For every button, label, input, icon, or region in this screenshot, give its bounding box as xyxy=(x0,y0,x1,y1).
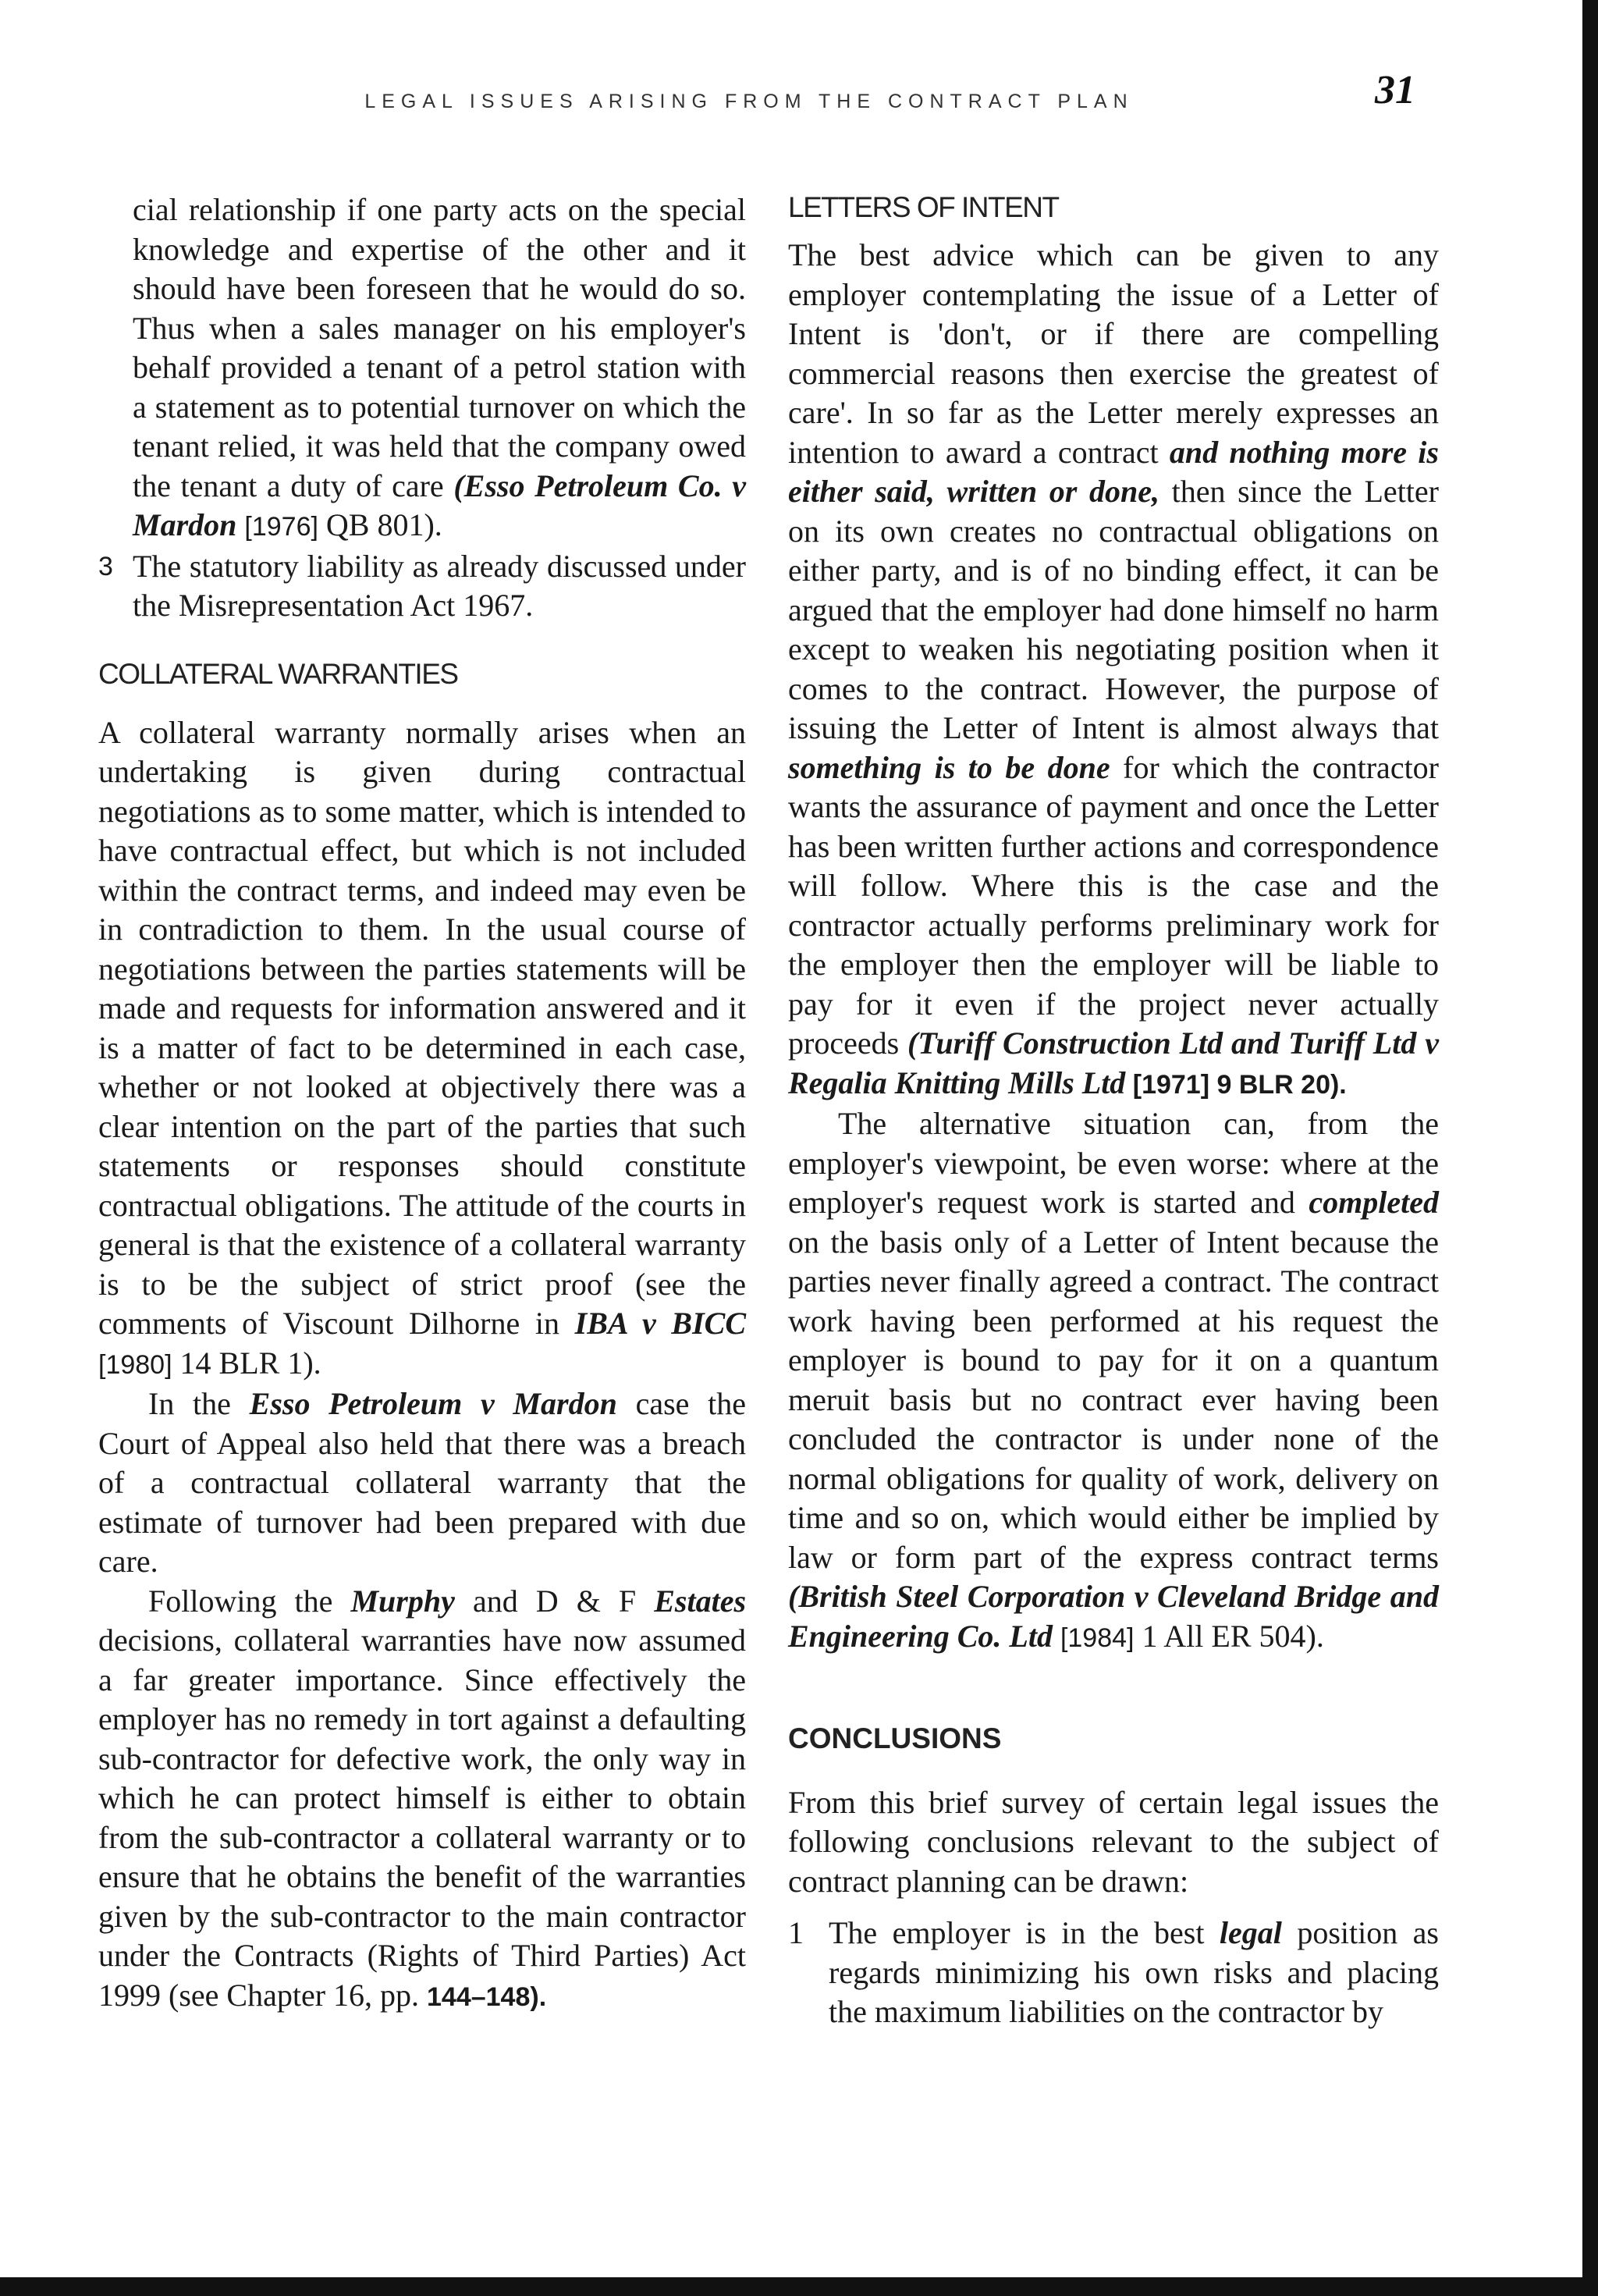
case-citation: IBA v BICC xyxy=(574,1306,747,1342)
list-item-1: 1 The employer is in the best legal position as regards minimizing his own risks and placing the maximum liabilities on the contractor by xyxy=(788,1915,1439,2030)
paragraph-esso-appeal: In the Esso Petroleum v Mardon case the Court of Appeal also held that there was a breach of a contractual collateral warranty that the estimate of turnover had been prepared with due care. xyxy=(98,1386,747,1580)
paragraph-alternative-situation: The alternative situation can, from the employer's viewpoint, be even worse: where at the employer's request work is started and completed on the basis only of a Letter of Intent because the parties never finally agreed a contract. The contract work having been performed at his request the employer is bound to pay for it on a quantum meruit basis but no contract ever having been concluded the contractor is under none of the normal obligations for quality of work, delivery on time and so on, which would either be implied by law or form part of the express contract terms (British Steel Corporation v Cleveland Bridge and Engineering Co. Ltd [1984] 1 All ER 504). xyxy=(788,1106,1439,1654)
paragraph-murphy-estates: Following the Murphy and D & F Estates decisions, collateral warranties have now assumed a far greater importance. Since effectively the employer has no remedy in tort against a defaulting sub-contractor for defective work, the only way in which he can protect himself is either to obtain from the sub-contractor a collateral warranty or to ensure that he obtains the benefit of the warranties given by the sub-contractor to the main contractor under the Contracts (Rights of Third Parties) Act 1999 (see Chapter 16, pp. 144–148). xyxy=(98,1583,747,2013)
list-number: 3 xyxy=(98,551,113,581)
paragraph-letters-advice: The best advice which can be given to any employer contemplating the issue of a Letter of Intent is 'don't, or if there are compelling commercial reasons then exercise the greatest of care'. In so far as the Letter merely expresses an intention to award a contract and nothing more is either said, written or done, then since the Letter on its own creates no contractual obligations on either party, and is of no binding effect, it can be argued that the employer had done himself no harm except to weaken his negotiating position when it comes to the contract. However, the purpose of issuing the Letter of Intent is almost always that something is to be done for which the contractor wants the assurance of payment and once the Letter has been written further actions and correspondence will follow. Where this is the case and the contractor actually performs preliminary work for the employer then the employer will be liable to pay for it even if the project never actually proceeds (Turiff Construction Ltd and Turiff Ltd v Regalia Knitting Mills Ltd [1971] 9 BLR 20). xyxy=(788,237,1439,1100)
case-name-estates: Estates xyxy=(654,1583,747,1619)
right-column xyxy=(788,190,1439,2032)
emphasis-text: legal xyxy=(1219,1915,1282,1951)
heading-letters-of-intent: LETTERS OF INTENT xyxy=(788,191,1059,223)
running-head: LEGAL ISSUES ARISING FROM THE CONTRACT PLAN xyxy=(364,91,1134,112)
paragraph-collateral-definition: A collateral warranty normally arises when an undertaking is given during contractual negotiations as to some matter, which is intended to have contractual effect, but which is not included within the contract terms, and indeed may even be in contradiction to them. In the usual course of negotiations between the parties statements will be made and requests for information answered and it is a matter of fact to be determined in each case, whether or not looked at objectively there was a clear intention on the part of the parties that such statements or responses should constitute contractual obligations. The attitude of the courts in general is that the existence of a collateral warranty is to be the subject of strict proof (see the comments of Viscount Dilhorne in IBA v BICC [1980] 14 BLR 1). xyxy=(98,714,747,1381)
case-name-murphy: Murphy xyxy=(350,1583,455,1619)
scan-edge-bottom xyxy=(0,2277,1598,2296)
emphasis-text: and nothing more is either said, written or done, xyxy=(788,434,1439,510)
scan-edge-right xyxy=(1582,0,1598,2296)
case-citation: (Turiff Construction Ltd and Turiff Ltd v Regalia Knitting Mills Ltd xyxy=(788,1025,1439,1100)
case-citation: (Esso Petroleum Co. v Mardon xyxy=(133,467,746,542)
list-number: 1 xyxy=(788,1915,804,1951)
page-number: 31 xyxy=(1375,68,1415,112)
left-column xyxy=(98,190,746,2017)
case-citation: Esso Petroleum v Mardon xyxy=(249,1386,617,1422)
heading-conclusions: CONCLUSIONS xyxy=(788,1722,1002,1755)
emphasis-text: something is to be done xyxy=(788,749,1110,785)
emphasis-text: completed xyxy=(1309,1185,1439,1221)
paragraph-special-relationship: cial relationship if one party acts on the special knowledge and expertise of the other and it should have been foreseen that he would do so. Thus when a sales manager on his employer's behalf provided a tenant of a petrol station with a statement as to potential turnover on which the tenant relied, it was held that the company owed the tenant a duty of care (Esso Petroleum Co. v Mardon [1976] QB 801). xyxy=(133,192,746,542)
case-citation: (British Steel Corporation v Cleveland Bridge and Engineering Co. Ltd xyxy=(788,1579,1439,1654)
list-item-3: 3 The statutory liability as already discussed under the Misrepresentation Act 1967. xyxy=(98,548,746,623)
heading-collateral-warranties: COLLATERAL WARRANTIES xyxy=(98,657,458,690)
paragraph-conclusions-intro: From this brief survey of certain legal issues the following conclusions relevant to the subject of contract planning can be drawn: xyxy=(788,1784,1439,1899)
